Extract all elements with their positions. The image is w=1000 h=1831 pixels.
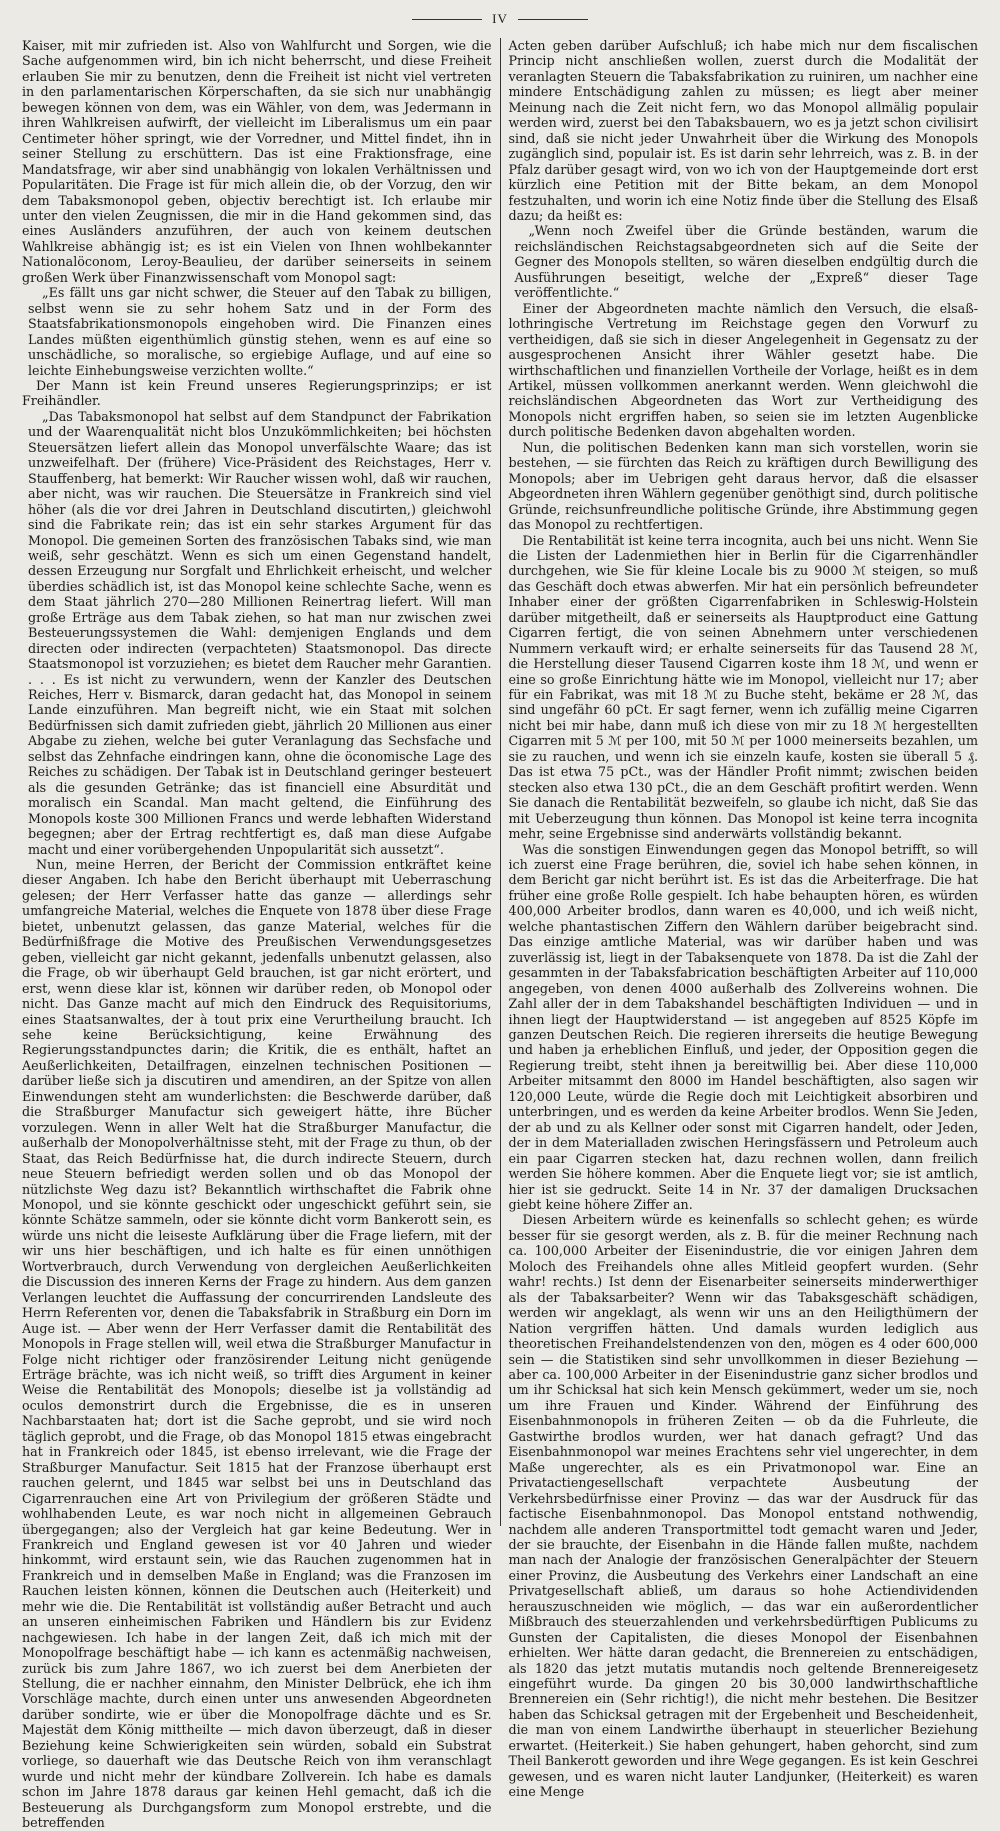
paragraph: Einer der Abgeordneten machte nämlich den Versuch, die elsaß-lothringische Vertretung im Reichstage gegen den Vorwurf zu vertheidigen, daß sie sich in dieser Angelegenheit in Gegensatz zu der ausgesprochenen Ansicht ihrer Wähler gesetzt habe. Die wirthschaftlichen und finanziellen Vortheile der Vorlage, heißt es in dem Artikel, müssen vollkommen anerkannt werden. Wenn gleichwohl die reichsländischen Abgeordneten das Wort zur Vertheidigung des Monopols nicht ergriffen haben, so seien sie im letzten Augenblicke durch politische Bedenken davon abgehalten worden. (508, 300, 978, 440)
page-number: IV (492, 11, 508, 26)
page-header (20, 6, 980, 32)
header-rule-right (518, 19, 588, 20)
right-column (501, 38, 979, 1800)
text-columns (22, 38, 978, 1831)
paragraph: „Das Tabaksmonopol hat selbst auf dem Standpunct der Fabrikation und der Waarenqualität nicht blos Unzukömmlichkeiten; bei höchsten Steuersätzen liefert allein das Monopol unverfälschte Waare; das ist unzweifelhaft. Der (frühere) Vice-Präsident des Reichstages, Herr v. Stauffenberg, hat bemerkt: Wir Raucher wissen wohl, daß wir rauchen, aber nicht, was wir rauchen. Die Steuersätze in Frankreich sind viel höher (als die vor drei Jahren in Deutschland discutirten,) gleichwohl sind die Fabrikate rein; das ist ein sehr starkes Argument für das Monopol. Die gemeinen Sorten des französischen Tabaks sind, wie man weiß, sehr geschätzt. Wenn es sich um einen Gegenstand handelt, dessen Erzeugung nur Sorgfalt und Ehrlichkeit erheischt, und welcher überdies schädlich ist, ist das Monopol keine schlechte Sache, wenn es dem Staat jährlich 270—280 Millionen Reinertrag liefert. Will man große Erträge aus dem Tabak ziehen, so hat man nur zwischen zwei Besteuerungssystemen die Wahl: demjenigen Englands und dem directen oder indirecten (verpachteten) Staatsmonopol. Das directe Staatsmonopol ist vorzuziehen; es bietet dem Raucher mehr Garantien. . . . Es ist nicht zu verwundern, wenn der Kanzler des Deutschen Reiches, Herr v. Bismarck, daran gedacht hat, das Monopol in seinem Lande einzuführen. Man begreift nicht, wie ein Staat mit solchen Bedürfnissen sich damit zufrieden giebt, jährlich 20 Millionen aus einer Abgabe zu ziehen, welche bei guter Veranlagung das Sechsfache und selbst das Zehnfache eindringen kann, ohne die öconomische Lage des Reiches zu schädigen. Der Tabak ist in Deutschland geringer besteuert als die gesunden Getränke; das ist financiell eine Absurdität und moralisch ein Scandal. Man macht geltend, die Einführung des Monopols koste 300 Millionen Francs und werde lebhaften Widerstand begegnen; aber der Ertrag rechtfertigt es, daß man diese Aufgabe macht und einer vorübergehenden Unpopularität sich aussetzt“. (28, 408, 492, 857)
paragraph: Nun, die politischen Bedenken kann man sich vorstellen, worin sie bestehen, — sie fürchten das Reich zu kräftigen durch Bewilligung des Monopols; aber im Uebrigen geht daraus hervor, daß die elsasser Abgeordneten ihren Wählern gegenüber genöthigt sind, durch politische Gründe, reichsunfreundliche politische Gründe, ihre Abstimmung gegen das Monopol zu rechtfertigen. (508, 439, 978, 533)
left-column (22, 38, 500, 1831)
header-rule-left (412, 19, 482, 20)
paragraph: Nun, meine Herren, der Bericht der Commission entkräftet keine dieser Angaben. Ich habe den Bericht überhaupt mit Ueberraschung gelesen; der Herr Verfasser hatte das ganze — allerdings sehr umfangreiche Material, welches die Enquete von 1878 über diese Frage bietet, unbenutzt gelassen, das ganze Material, welches für die Bedürfnißfrage die Motive des Preußischen Verwendungsgesetzes geben, vielleicht gar nicht gekannt, jedenfalls unbenutzt gelassen, also die Frage, ob wir überhaupt Geld brauchen, ist gar nicht erörtert, und erst, wenn diese klar ist, können wir darüber reden, ob Monopol oder nicht. Das Ganze macht auf mich den Eindruck des Requisitoriums, eines Staatsanwaltes, der à tout prix eine Verurtheilung braucht. Ich sehe keine Berücksichtigung, keine Erwähnung des Regierungsstandpunctes darin; die Kritik, die es enthält, haftet an Aeußerlichkeiten, Detailfragen, einzelnen technischen Positionen — darüber ließe sich ja discutiren und amendiren, an der Spitze von allen Einwendungen steht am wunderlichsten: die Beschwerde darüber, daß die Straßburger Manufactur sich geweigert hätte, ihre Bücher vorzulegen. Wenn in aller Welt hat die Straßburger Manufactur, die außerhalb der Monopolverhältnisse steht, mit der Frage zu thun, ob der Staat, das Reich Bedürfnisse hat, die durch indirecte Steuern, durch neue Steuern befriedigt werden sollen und ob das Monopol der nützlichste Weg dazu ist? Bekanntlich wirthschaftet die Fabrik ohne Monopol, und sie könnte geschickt oder ungeschickt geführt sein, sie könnte Schätze sammeln, oder sie könnte dicht vorm Bankerott sein, es würde uns nicht die leiseste Aufklärung über die Frage liefern, mit der wir uns hier beschäftigen, und ich halte es für einen unnöthigen Wortverbrauch, durch Verwendung von dergleichen Aeußerlichkeiten die Discussion des inneren Kerns der Frage zu hindern. Aus dem ganzen Verlangen leuchtet die Auffassung der concurrirenden Landsleute des Herrn Referenten vor, denen die Tabaksfabrik in Straßburg ein Dorn im Auge ist. — Aber wenn der Herr Verfasser damit die Rentabilität des Monopols in Frage stellen will, weil etwa die Straßburger Manufactur in Folge nicht richtiger oder französirender Leitung nicht genügende Erträge brächte, was ich nicht weiß, so trifft dies Argument in keiner Weise die Rentabilität des Monopols; dieselbe ist ja vollständig ad oculos demonstrirt durch die Ergebnisse, die es in unseren Nachbarstaaten hat; dort ist die Sache geprobt, und sie wird noch täglich geprobt, und die Frage, ob das Monopol 1815 etwas eingebracht hat in Frankreich oder 1845, ist ebenso irrelevant, wie die Frage der Straßburger Manufactur. Seit 1815 hat der Franzose überhaupt erst rauchen gelernt, und 1845 war selbst bei uns in Deutschland das Cigarrenrauchen eine Art von Privilegium der größeren Städte und wohlhabenden Leute, es war noch nicht in allgemeinen Gebrauch übergegangen; also der Vergleich hat gar keine Bedeutung. Wer in Frankreich und England gewesen ist vor 40 Jahren und wieder hinkommt, wird erstaunt sein, wie das Rauchen zugenommen hat in Frankreich und in demselben Maße in England; was die Franzosen im Rauchen leisten können, können die Deutschen auch (Heiterkeit) und mehr wie die. Die Rentabilität ist vollständig außer Betracht und auch an unseren einheimischen Fabriken und Händlern bis zur Evidenz nachgewiesen. Ich habe in der langen Zeit, daß ich mich mit der Monopolfrage beschäftigt habe — ich kann es actenmäßig nachweisen, zurück bis zum Jahre 1867, wo ich zuerst bei dem Anerbieten der Stellung, die er nachher einnahm, den Minister Delbrück, ehe ich ihm Vorschläge machte, durch einen unter uns anwesenden Abgeordneten darüber sondirte, wie er über die Monopolfrage dächte und es Sr. Majestät dem König mittheilte — mich davon überzeugt, daß in dieser Beziehung keine Schwierigkeiten sein würden, sobald ein Substrat vorliege, so dauerhaft wie das Deutsche Reich von ihm veranschlagt wurde und nicht mehr der kündbare Zollverein. Ich habe es damals schon im Jahre 1878 daraus gar keinen Hehl gemacht, daß ich die Besteuerung als Durchgangsform zum Monopol erstrebte, und die betreffenden (22, 857, 492, 1831)
paragraph: Der Mann ist kein Freund unseres Regierungsprinzips; er ist Freihändler. (22, 377, 492, 409)
paragraph: „Wenn noch Zweifel über die Gründe beständen, warum die reichsländischen Reichstagsabgeordneten sich auf die Seite der Gegner des Monopols stellten, so wären dieselben endgültig durch die Ausführungen beseitigt, welche der „Expreß“ dieser Tage veröffentlichte.“ (514, 223, 978, 301)
paragraph: Die Rentabilität ist keine terra incognita, auch bei uns nicht. Wenn Sie die Listen der Ladenmiethen hier in Berlin für die Cigarrenhändler durchgehen, wie Sie für kleine Locale bis zu 9000 ℳ steigen, so muß das Geschäft doch etwas abwerfen. Mir hat ein persönlich befreundeter Inhaber einer der größten Cigarrenfabriken in Schleswig-Holstein darüber mitgetheilt, daß er seinerseits als Hauptproduct eine Gattung Cigarren fertigt, die von seinen Abnehmern unter verschiedenen Nummern verkauft wird; er erhalte seinerseits für das Tausend 28 ℳ, die Herstellung dieser Tausend Cigarren koste ihm 18 ℳ, und wenn er eine so große Einrichtung hätte wie im Monopol, vielleicht nur 17; aber für ein Fabrikat, was mit 18 ℳ zu Buche steht, bekäme er 28 ℳ, das sind ungefähr 60 pCt. Er sagt ferner, wenn ich zufällig meine Cigarren nicht bei mir habe, dann muß ich diese von mir zu 18 ℳ hergestellten Cigarren mit 5 ℳ per 100, mit 50 ℳ per 1000 meinerseits bezahlen, um sie zu rauchen, und wenn ich sie einzeln kaufe, kosten sie überall 5 ₰. Das ist etwa 75 pCt., was der Händler Profit nimmt; zwischen beiden stecken also etwa 130 pCt., die an dem Geschäft profitirt werden. Wenn Sie danach die Rentabilität bezweifeln, so glaube ich nicht, daß Sie das mit Ueberzeugung thun können. Das Monopol ist keine terra incognita mehr, seine Ergebnisse sind anderwärts vollständig bekannt. (508, 532, 978, 842)
paragraph: Acten geben darüber Aufschluß; ich habe mich nur dem fiscalischen Princip nicht anschließen wollen, zuerst durch die Modalität der veranlagten Steuern die Tabaksfabrikation zu ruiniren, um nachher eine mindere Entschädigung zahlen zu müssen; es liegt aber meiner Meinung nach die Zeit nicht fern, wo das Monopol allmälig populair werden wird, zuerst bei den Tabaksbauern, wo es ja jetzt schon civilisirt sind, daß sie nicht jeder Unwahrheit über die Wirkung des Monopols zugänglich sind, populair ist. Es ist darin sehr lehrreich, was z. B. in der Pfalz darüber gesagt wird, von wo ich von der Hauptgemeinde dort erst kürzlich eine Petition mit der Bitte bekam, an dem Monopol festzuhalten, und worin ich eine Notiz finde über die Stellung des Elsaß dazu; da heißt es: (508, 38, 978, 223)
paragraph: Was die sonstigen Einwendungen gegen das Monopol betrifft, so will ich zuerst eine Frage berühren, die, soviel ich habe sehen können, in dem Bericht gar nicht berührt ist. Es ist das die Arbeiterfrage. Die hat früher eine große Rolle gespielt. Ich habe behaupten hören, es würden 400,000 Arbeiter brodlos, dann waren es 40,000, und ich weiß nicht, welche phantastischen Ziffern den Wählern darüber beigebracht sind. Das einzige amtliche Material, was wir darüber haben und was zuverlässig ist, liegt in der Tabaksenquete von 1878. Da ist die Zahl der gesammten in der Tabaksfabrication beschäftigten Arbeiter auf 110,000 angegeben, von denen 4000 außerhalb des Zollvereins wohnen. Die Zahl aller der in dem Tabakshandel beschäftigten Individuen — und in ihnen liegt der Hauptwiderstand — ist angegeben auf 8525 Köpfe im ganzen Deutschen Reich. Die regieren ihrerseits die heutige Bewegung und haben ja erheblichen Einfluß, und jeder, der Opposition gegen die Regierung treibt, steht ihnen ja bereitwillig bei. Aber diese 110,000 Arbeiter mitsammt den 8000 im Handel beschäftigten, also sagen wir 120,000 Leute, würde die Regie doch mit Leichtigkeit absorbiren und unterbringen, und es werden da keine Arbeiter brodlos. Wenn Sie Jeden, der ab und zu als Kellner oder sonst mit Cigarren handelt, oder Jeden, der in dem Materialladen zwischen Heringsfässern und Petroleum auch ein paar Cigarren stecken hat, dazu rechnen wollen, dann freilich werden Sie höhere kommen. Aber die Enquete liegt vor; sie ist amtlich, hier ist sie gedruckt. Seite 14 in Nr. 37 der damaligen Drucksachen giebt keine höhere Ziffer an. (508, 841, 978, 1212)
paragraph: Diesen Arbeitern würde es keinenfalls so schlecht gehen; es würde besser für sie gesorgt werden, als z. B. für die meiner Rechnung nach ca. 100,000 Arbeiter der Eisenindustrie, die vor einigen Jahren dem Moloch des Freihandels ohne alles Mitleid geopfert wurden. (Sehr wahr! rechts.) Ist denn der Eisenarbeiter seinerseits minderwerthiger als der Tabaksarbeiter? Wenn wir das Tabaksgeschäft schädigen, werden wir angeklagt, als wenn wir uns an den Heiligthümern der Nation vergriffen hätten. Und damals wurden lediglich aus theoretischen Freihandelstendenzen von den, mögen es 4 oder 600,000 sein — die Statistiken sind sehr unvollkommen in dieser Beziehung — aber ca. 100,000 Arbeiter in der Eisenindustrie ganz sicher brodlos und um ihr Schicksal hat sich kein Mensch gekümmert, weder um sie, noch um ihre Frauen und Kinder. Während der Einführung des Eisenbahnmonopols in früheren Zeiten — ob da die Fuhrleute, die Gastwirthe brodlos wurden, wer hat danach gefragt? Und das Eisenbahnmonopol war meines Erachtens sehr viel ungerechter, in dem Maße ungerechter, als es ein Privatmonopol war. Eine an Privatactiengesellschaft verpachtete Ausbeutung der Verkehrsbedürfnisse einer Provinz — das war der Ausdruck für das factische Eisenbahnmonopol. Das Monopol entstand nothwendig, nachdem alle anderen Transportmittel todt gemacht waren und Jeder, der sie brauchte, der Eisenbahn in die Hände fallen mußte, nachdem man nach der Analogie der französischen Generalpächter der Steuern einer Provinz, die Ausbeutung des Verkehrs einer Landschaft an eine Privatgesellschaft abließ, um daraus so hohe Actiendividenden herauszuschneiden wie möglich, — das war ein außerordentlicher Mißbrauch des steuerzahlenden und verkehrsbedürftigen Publicums zu Gunsten der Capitalisten, die dieses Monopol der Eisenbahnen erhielten. Wer hätte daran gedacht, die Brennereien zu entschädigen, als 1820 das jetzt mutatis mutandis noch geltende Brennereigesetz eingeführt wurde. Da gingen 20 bis 30,000 landwirthschaftliche Brennereien ein (Sehr richtig!), die nicht mehr bestehen. Die Besitzer haben das Schicksal getragen mit der Ergebenheit und Bescheidenheit, die man von einem Landwirthe überhaupt in steuerlicher Beziehung erwartet. (Heiterkeit.) Sie haben gehungert, haben gehorcht, sind zum Theil Bankerott geworden und ihre Wege gegangen. Es ist kein Geschrei gewesen, und es waren nicht lauter Landjunker, (Heiterkeit) es waren eine Menge (508, 1212, 978, 1800)
paragraph: Kaiser, mit mir zufrieden ist. Also von Wahlfurcht und Sorgen, wie die Sache aufgenommen wird, bin ich nicht beherrscht, und diese Freiheit erlauben Sie mir zu benutzen, denn die Freiheit ist nicht viel vertreten in den parlamentarischen Körperschaften, da sie sich nur unabhängig bewegen können von dem, was ein Wähler, von dem, was Jedermann in ihren Wahlkreisen aufwirft, der vielleicht im Liberalismus um ein paar Centimeter höher springt, wie der Vorredner, und Mittel findet, ihn in seiner Stellung zu erschüttern. Das ist eine Fraktionsfrage, eine Mandatsfrage, wir aber sind unabhängig von lokalen Verhältnissen und Popularitäten. Die Frage ist für mich allein die, ob der Vorzug, den wir dem Tabaksmonopol geben, objectiv berechtigt ist. Ich erlaube mir unter den vielen Zeugnissen, die mir in die Hand gekommen sind, das eines Ausländers anzuführen, der auch von keinem deutschen Wahlkreise abhängig ist; es ist ein Vielen von Ihnen wohlbekannter Nationalöconom, Leroy-Beaulieu, der darüber seinerseits in seinem großen Werk über Finanzwissenschaft vom Monopol sagt: (22, 38, 492, 285)
paragraph: „Es fällt uns gar nicht schwer, die Steuer auf den Tabak zu billigen, selbst wenn sie zu sehr hohem Satz und in der Form des Staatsfabrikationsmonopols eingehoben wird. Die Finanzen eines Landes müßten eigenthümlich günstig stehen, wenn es auf eine so unschädliche, so moralische, so ergiebige Auflage, und auf eine so leichte Einhebungsweise verzichten wollte.“ (28, 285, 492, 378)
